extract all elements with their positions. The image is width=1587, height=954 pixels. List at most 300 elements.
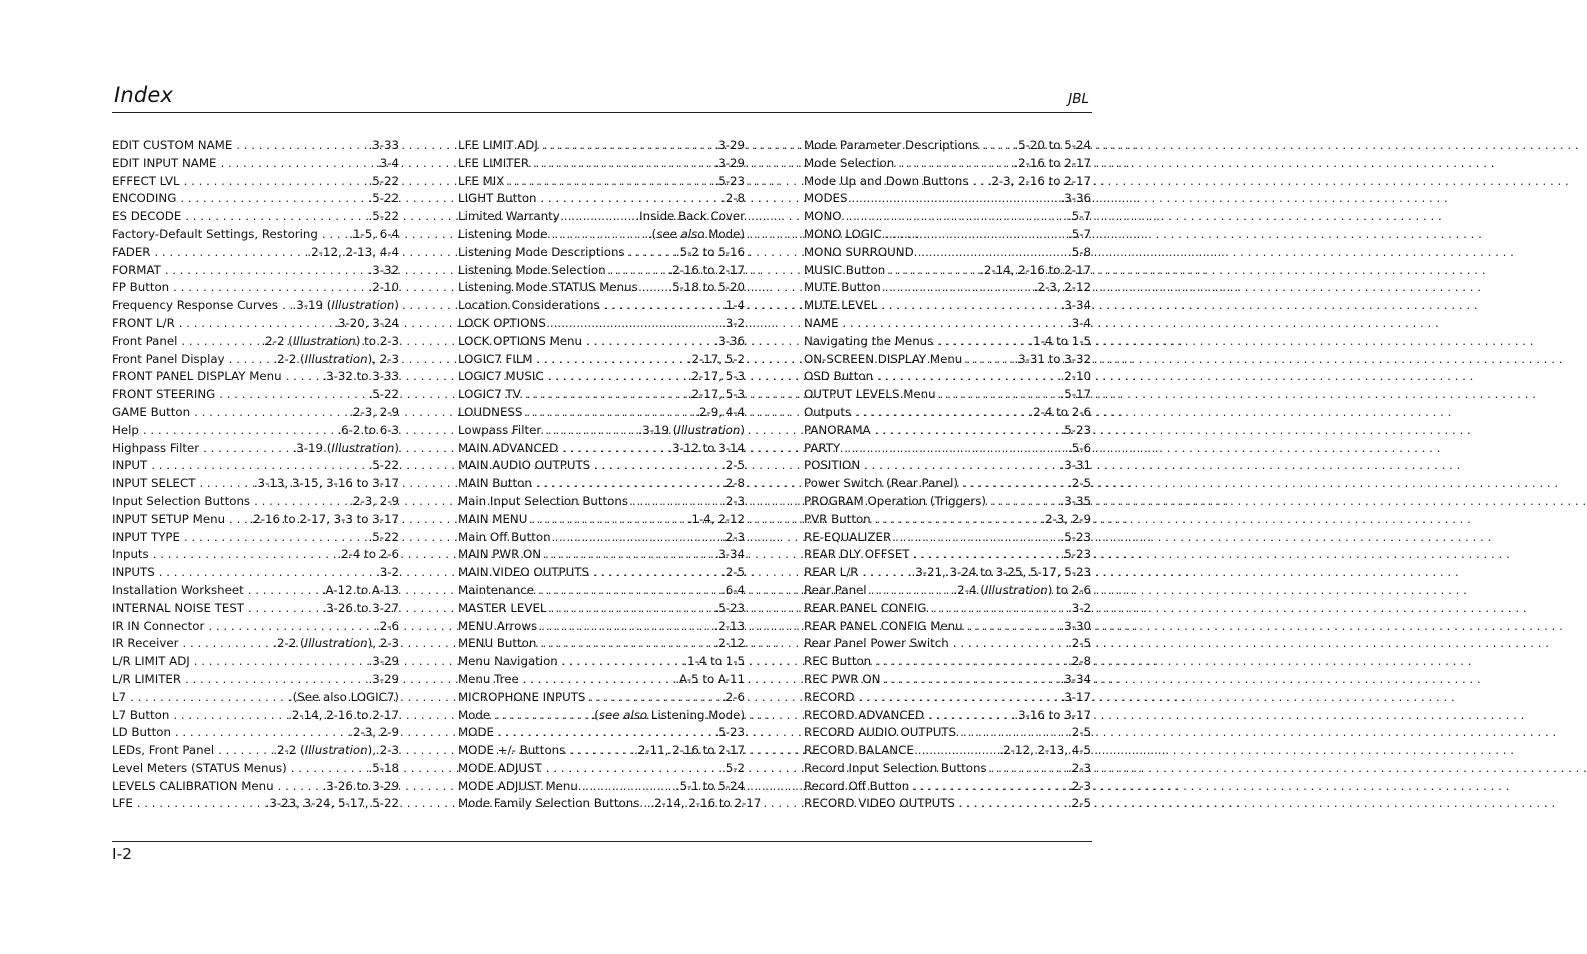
page-reference-suffix: Mode)	[704, 226, 745, 241]
index-column-3	[804, 137, 1091, 813]
page-reference-text: .3-23, 3-24, 5-17, 5-22	[265, 796, 399, 811]
index-term: ES DECODE	[112, 209, 182, 224]
index-term: Highpass Filter	[112, 440, 200, 455]
dot-leader	[236, 137, 367, 155]
dot-leader	[886, 226, 1067, 244]
dot-leader	[541, 190, 721, 208]
index-entry	[112, 351, 399, 369]
index-term: REAR PANEL CONFIG	[804, 600, 927, 615]
page-reference	[253, 475, 399, 493]
dot-leader	[248, 582, 321, 600]
page-reference	[721, 315, 745, 333]
dot-leader	[548, 368, 687, 386]
page-reference-text: .2-5	[721, 565, 745, 580]
page-reference-text: .2-10	[368, 280, 399, 295]
dot-leader	[143, 422, 336, 440]
index-entry	[458, 689, 745, 707]
page-reference	[292, 440, 399, 458]
index-entry	[112, 778, 399, 796]
page-reference	[1067, 315, 1091, 333]
dot-leader	[219, 386, 367, 404]
page-reference	[647, 226, 745, 244]
index-entry	[458, 511, 745, 529]
page-reference-text: .2-3, 2-9	[349, 493, 399, 508]
index-term: L7 Button	[112, 707, 170, 722]
dot-leader	[181, 333, 260, 351]
index-entry	[112, 368, 399, 386]
dot-leader	[291, 760, 368, 778]
index-term: ENCODING	[112, 191, 177, 206]
page-reference	[265, 795, 399, 813]
index-term: Navigating the Menus	[804, 333, 934, 348]
dot-leader	[498, 724, 713, 742]
page-reference-text: .5-23	[1060, 547, 1091, 562]
page-reference-text: .5-17	[1060, 387, 1091, 402]
page-reference-note: Illustration	[304, 636, 368, 651]
index-term: Rear Panel Power Switch	[804, 636, 949, 651]
brand-label: JBL	[1068, 91, 1089, 107]
page-reference-text: .3-35	[1060, 493, 1091, 508]
page-reference	[367, 173, 399, 191]
index-entry	[112, 618, 399, 636]
page-title: Index	[114, 83, 174, 107]
index-term: Menu Tree	[458, 671, 519, 686]
page-reference-note: Illustration	[331, 440, 395, 455]
index-entry	[112, 653, 399, 671]
page-reference	[336, 546, 399, 564]
dot-leader	[884, 671, 1059, 689]
page-reference	[1059, 529, 1091, 547]
page-reference	[1059, 457, 1091, 475]
index-term: LOCK OPTIONS Menu	[458, 333, 582, 348]
dot-leader	[594, 457, 721, 475]
index-entry	[458, 173, 745, 191]
index-entry	[112, 493, 399, 511]
page-reference	[721, 564, 745, 582]
index-term: FADER	[112, 244, 151, 259]
index-term: L/R LIMIT ADJ	[112, 654, 190, 669]
index-term: LOUDNESS	[458, 404, 523, 419]
dot-leader	[248, 600, 321, 618]
index-term: INPUT TYPE	[112, 529, 180, 544]
index-entry	[112, 511, 399, 529]
index-entry	[458, 582, 745, 600]
index-entry	[804, 333, 1091, 351]
index-term: Rear Panel	[804, 582, 867, 597]
page-reference-suffix: ) to 2-6	[1047, 582, 1091, 597]
index-entry	[458, 475, 745, 493]
dot-leader	[550, 600, 713, 618]
page-reference	[1013, 137, 1091, 155]
page-reference-text: .5-23	[1060, 422, 1091, 437]
index-entry	[804, 475, 1091, 493]
page-reference	[375, 618, 399, 636]
page-reference	[721, 529, 745, 547]
dot-leader	[540, 635, 713, 653]
index-entry	[804, 208, 1091, 226]
index-entry	[112, 457, 399, 475]
index-entry	[112, 226, 399, 244]
index-term: MUSIC Button	[804, 262, 886, 277]
index-term: LOCK OPTIONS	[458, 315, 546, 330]
index-term: Inputs	[112, 547, 149, 562]
index-entry	[112, 262, 399, 280]
page-reference	[667, 262, 745, 280]
page-reference-text: .6-4	[721, 582, 745, 597]
index-term: LFE MIX	[458, 173, 505, 188]
page-reference-text: .2-3	[721, 493, 745, 508]
page-reference	[348, 493, 399, 511]
index-entry	[458, 618, 745, 636]
dot-leader	[918, 742, 999, 760]
index-entry	[804, 671, 1091, 689]
index-term: Front Panel Display	[112, 351, 225, 366]
dot-leader	[875, 653, 1067, 671]
dot-leader	[130, 689, 288, 707]
page-reference-text: .5-22	[368, 191, 399, 206]
index-entry	[804, 582, 1091, 600]
page-reference	[272, 742, 399, 760]
index-term: Listening Mode Selection	[458, 262, 606, 277]
page-reference-text: .2-10	[1060, 369, 1091, 384]
page-reference-text: .2-5	[1067, 476, 1091, 491]
dot-leader	[546, 760, 721, 778]
page-reference-suffix: )	[394, 298, 399, 313]
index-term: PANORAMA	[804, 422, 871, 437]
index-entry	[112, 635, 399, 653]
page-reference	[682, 653, 745, 671]
dot-leader	[550, 315, 721, 333]
page-reference	[721, 760, 745, 778]
page-reference-text: .2-8	[721, 191, 745, 206]
index-term: Frequency Response Curves	[112, 298, 279, 313]
page-reference	[367, 760, 399, 778]
page-reference	[1040, 511, 1091, 529]
index-entry	[458, 440, 745, 458]
dot-leader	[194, 404, 348, 422]
page-reference	[721, 190, 745, 208]
page-reference	[321, 582, 399, 600]
index-entry	[804, 600, 1091, 618]
page-reference	[1067, 635, 1091, 653]
index-term: POSITION	[804, 458, 861, 473]
page-reference	[675, 244, 745, 262]
index-term: FRONT L/R	[112, 315, 175, 330]
page-reference	[288, 689, 399, 707]
page-reference	[713, 546, 745, 564]
index-entry	[804, 190, 1091, 208]
index-term: Limited Warranty	[458, 209, 560, 224]
page-reference	[367, 190, 399, 208]
dot-leader	[593, 564, 721, 582]
page-reference	[721, 475, 745, 493]
dot-leader	[525, 386, 687, 404]
page-reference	[1059, 546, 1091, 564]
page-reference	[667, 440, 745, 458]
page-reference	[687, 386, 745, 404]
page-reference	[721, 297, 745, 315]
dot-leader	[229, 511, 248, 529]
index-term: MODES	[804, 191, 848, 206]
dot-leader	[953, 635, 1067, 653]
page-reference-text: .3-36	[714, 333, 745, 348]
index-term: Record Input Selection Buttons	[804, 760, 987, 775]
dot-leader	[523, 671, 675, 689]
page-reference	[633, 742, 745, 760]
page-reference	[713, 137, 745, 155]
index-entry	[458, 707, 745, 725]
dot-leader	[885, 279, 1033, 297]
index-term: Front Panel	[112, 333, 178, 348]
dot-leader	[254, 493, 348, 511]
page-reference	[649, 795, 761, 813]
page-reference-text: .2-8	[1067, 654, 1091, 669]
index-term: L7	[112, 689, 127, 704]
page-reference	[272, 635, 399, 653]
dot-leader	[151, 457, 367, 475]
dot-leader	[918, 244, 1067, 262]
page-reference	[1059, 618, 1091, 636]
index-term: Lowpass Filter	[458, 422, 542, 437]
page-reference-suffix: ), 2-3	[367, 636, 399, 651]
page-reference	[713, 155, 745, 173]
index-entry	[458, 244, 745, 262]
page-reference-text: .2-5	[721, 458, 745, 473]
index-term: Maintenance	[458, 582, 534, 597]
page-reference-text: .3-34	[1060, 298, 1091, 313]
page-reference-suffix: ), 2-3	[367, 743, 399, 758]
page-reference-text: .3-4	[1067, 315, 1091, 330]
index-term: Factory-Default Settings, Restoring	[112, 226, 318, 241]
dot-leader	[889, 262, 979, 280]
page-reference-text: .2-9, 4-4	[695, 404, 745, 419]
index-entry	[458, 315, 745, 333]
page-reference	[1067, 440, 1091, 458]
page-reference	[367, 671, 399, 689]
page-reference-text: .2-4 to 2-6	[1029, 404, 1091, 419]
page-reference-text: .2-4 (	[953, 582, 985, 597]
dot-leader	[208, 618, 375, 636]
page-reference	[367, 653, 399, 671]
page-reference	[1059, 422, 1091, 440]
page-reference-text: .5-22	[368, 529, 399, 544]
index-entry	[804, 422, 1091, 440]
index-term: Menu Navigation	[458, 654, 558, 669]
dot-leader	[982, 137, 1013, 155]
page-reference	[375, 155, 399, 173]
dot-leader	[991, 760, 1067, 778]
index-entry	[804, 653, 1091, 671]
dot-leader	[218, 742, 272, 760]
index-term: FRONT PANEL DISPLAY Menu	[112, 369, 282, 384]
index-entry	[804, 137, 1091, 155]
index-term: REAR L/R	[804, 565, 859, 580]
index-entry	[804, 386, 1091, 404]
index-entry	[804, 778, 1091, 796]
page-reference-text: .2-12	[714, 636, 745, 651]
page-reference-text: .Inside Back Cover	[635, 209, 745, 224]
dot-leader	[569, 742, 633, 760]
index-entry	[458, 760, 745, 778]
index-entry	[112, 190, 399, 208]
index-term: INPUT SETUP Menu	[112, 511, 226, 526]
page-reference-note: Illustration	[304, 351, 368, 366]
index-term: IR IN Connector	[112, 618, 205, 633]
index-entry	[804, 457, 1091, 475]
index-term: Mode Family Selection Buttons	[458, 796, 640, 811]
page-reference	[1028, 404, 1091, 422]
page-reference	[713, 724, 745, 742]
index-term: PROGRAM Operation (Triggers)	[804, 493, 986, 508]
dot-leader	[545, 546, 713, 564]
page-reference-text: .5-2 to 5-16	[675, 244, 745, 259]
page-reference-text: .5-7	[1067, 226, 1091, 241]
page-reference-text: .3-2	[721, 315, 745, 330]
dot-leader	[538, 582, 721, 600]
page-reference-text: .5-23	[714, 173, 745, 188]
index-term: Level Meters (STATUS Menus)	[112, 760, 287, 775]
page-reference-text: .2-2 (	[261, 333, 293, 348]
dot-leader	[278, 778, 322, 796]
page-reference	[367, 529, 399, 547]
dot-leader	[555, 529, 721, 547]
index-term: LFE	[112, 796, 133, 811]
dot-leader	[875, 422, 1060, 440]
page-reference	[638, 422, 745, 440]
page-reference-text: .2-4 to 2-6	[337, 547, 399, 562]
page-reference	[1067, 600, 1091, 618]
index-entry	[112, 386, 399, 404]
page-reference-text: .2-3	[1067, 778, 1091, 793]
index-term: LEVELS CALIBRATION Menu	[112, 778, 274, 793]
index-entry	[112, 208, 399, 226]
index-entry	[804, 440, 1091, 458]
index-term: MONO SURROUND	[804, 244, 914, 259]
page-reference	[1067, 226, 1091, 244]
page-reference-text: .2-3, 2-16 to 2-17	[987, 173, 1091, 188]
index-entry	[112, 760, 399, 778]
index-entry	[804, 546, 1091, 564]
page-reference-text: .3-31 to 3-32	[1014, 351, 1091, 366]
page-reference	[248, 511, 399, 529]
dot-leader	[185, 208, 367, 226]
page-reference-text: .2-16 to 2-17, 3-3 to 3-17	[249, 511, 399, 526]
index-term: Mode Up and Down Buttons	[804, 173, 969, 188]
index-entry	[112, 297, 399, 315]
dot-leader	[843, 315, 1067, 333]
page-reference	[1059, 386, 1091, 404]
index-entry	[112, 475, 399, 493]
header-rule	[112, 112, 1092, 113]
page-reference	[1059, 493, 1091, 511]
page-reference-text: .2-5	[1067, 636, 1091, 651]
page-reference-text: .2-3	[721, 529, 745, 544]
page-reference-note: Illustration	[304, 743, 368, 758]
index-term: Mode Selection	[804, 155, 895, 170]
page-reference	[674, 671, 745, 689]
page-reference	[367, 457, 399, 475]
dot-leader	[180, 190, 367, 208]
dot-leader	[173, 279, 367, 297]
page-reference-text: .3-29	[714, 155, 745, 170]
index-term: Installation Worksheet	[112, 582, 244, 597]
page-reference	[367, 279, 399, 297]
page-reference-text: .5-6	[1067, 440, 1091, 455]
page-reference-suffix: )	[394, 440, 399, 455]
page-reference-text: .5-23	[714, 725, 745, 740]
page-reference	[911, 564, 1091, 582]
dot-leader	[858, 689, 1059, 707]
page-reference-text: .3-17	[1060, 689, 1091, 704]
page-reference	[979, 262, 1091, 280]
index-term: Listening Mode	[458, 226, 548, 241]
index-term: INPUTS	[112, 565, 155, 580]
dot-leader	[526, 404, 694, 422]
index-entry	[458, 671, 745, 689]
page-reference-text: .3-2	[375, 565, 399, 580]
page-reference-text: .1-4 to 1-5	[683, 654, 745, 669]
page-reference	[1033, 279, 1091, 297]
index-term: Record Off Button	[804, 778, 910, 793]
index-term: MONO LOGIC	[804, 226, 882, 241]
page-reference-text: .3-32 to 3-33	[322, 369, 399, 384]
page-reference-text: .5-22	[368, 209, 399, 224]
index-entry	[458, 546, 745, 564]
dot-leader	[930, 600, 1067, 618]
page-reference-text: .(	[590, 707, 599, 722]
index-entry	[804, 155, 1091, 173]
page-reference-text: .3-34	[714, 547, 745, 562]
dot-leader	[537, 351, 687, 369]
dot-leader	[589, 689, 721, 707]
index-entry	[804, 760, 1091, 778]
dot-leader	[508, 173, 713, 191]
page-reference	[321, 778, 399, 796]
dot-leader	[967, 618, 1060, 636]
page-reference	[1067, 724, 1091, 742]
page-reference-text: .2-2 (	[273, 636, 305, 651]
index-entry	[112, 137, 399, 155]
page-reference	[287, 707, 399, 725]
page-reference-suffix: )	[740, 422, 745, 437]
page-reference	[1059, 671, 1091, 689]
index-entry	[112, 600, 399, 618]
dot-leader	[914, 546, 1060, 564]
dot-leader	[881, 297, 1059, 315]
page-reference	[713, 600, 745, 618]
page-reference	[336, 422, 399, 440]
page-reference	[721, 689, 745, 707]
page-reference-text: .3-26 to 3-29	[322, 778, 399, 793]
page-reference	[367, 208, 399, 226]
index-entry	[458, 457, 745, 475]
dot-leader	[846, 208, 1067, 226]
index-term: MUTE LEVEL	[804, 298, 878, 313]
page-reference	[667, 279, 745, 297]
page-reference-text: .3-34	[1060, 671, 1091, 686]
index-term: MICROPHONE INPUTS	[458, 689, 586, 704]
index-entry	[804, 689, 1091, 707]
page-reference	[713, 635, 745, 653]
index-term: MODE ADJUST	[458, 760, 542, 775]
dot-leader	[159, 564, 375, 582]
index-entry	[804, 618, 1091, 636]
page-reference-text: .3-33	[368, 138, 399, 152]
index-term: EDIT CUSTOM NAME	[112, 138, 233, 152]
index-entry	[458, 190, 745, 208]
page-reference	[1067, 653, 1091, 671]
index-column-1	[112, 137, 399, 813]
